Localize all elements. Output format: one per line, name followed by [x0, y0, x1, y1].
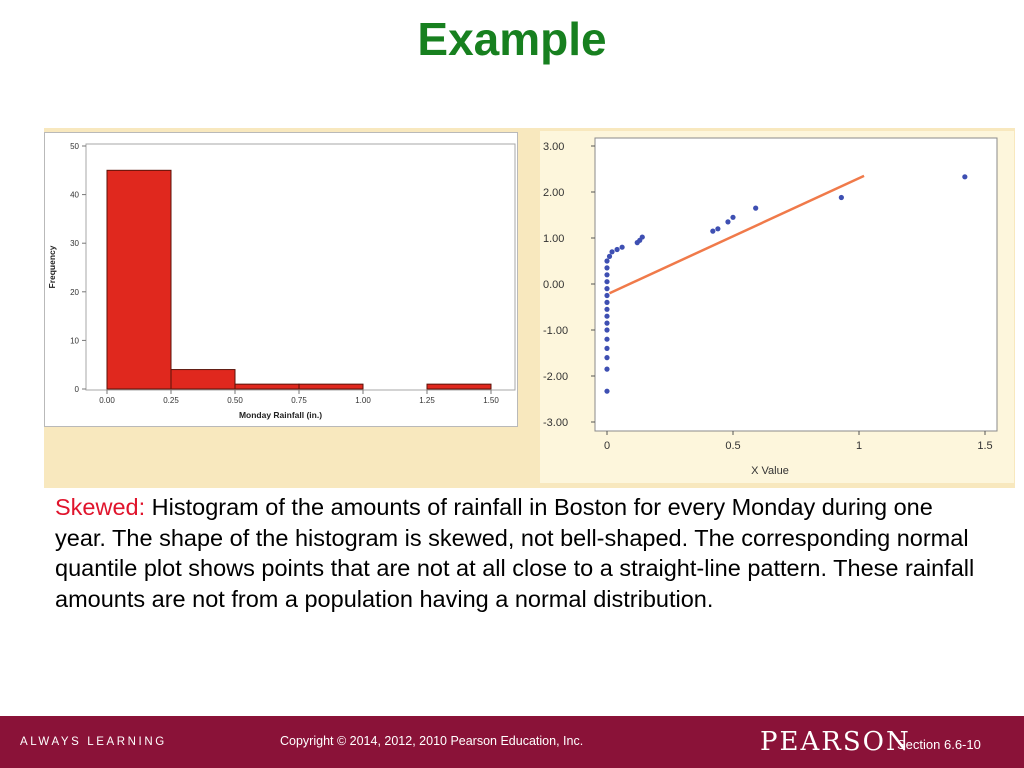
qq-data-point	[614, 247, 619, 252]
footer-copyright: Copyright © 2014, 2012, 2010 Pearson Education, Inc.	[280, 734, 584, 748]
histogram-bar	[235, 384, 299, 389]
qq-data-point	[609, 249, 614, 254]
histogram-x-axis-label: Monday Rainfall (in.)	[238, 410, 323, 420]
qq-data-point	[604, 265, 609, 270]
qq-data-point	[730, 215, 735, 220]
qq-data-point	[604, 314, 609, 319]
histogram-bar	[107, 170, 171, 389]
qq-data-point	[604, 321, 609, 326]
histogram-y-tick-label: 20	[70, 287, 79, 297]
histogram-bar	[427, 384, 491, 389]
qq-data-point	[715, 226, 720, 231]
qq-data-point	[962, 174, 967, 179]
qq-data-point	[604, 389, 609, 394]
qq-data-point	[604, 307, 609, 312]
qq-data-point	[604, 346, 609, 351]
histogram-y-tick-label: 50	[70, 142, 79, 151]
qq-data-point	[604, 258, 609, 263]
normal-quantile-plot	[540, 131, 1014, 483]
qq-data-point	[753, 206, 758, 211]
histogram-x-tick-label: 1.00	[355, 396, 371, 405]
qq-y-tick-label: 2.00	[543, 187, 565, 199]
qq-data-point	[604, 272, 609, 277]
qq-data-point	[725, 219, 730, 224]
histogram-y-tick-label: 10	[70, 336, 79, 346]
qq-x-axis-label: X Value	[751, 465, 789, 477]
caption-body: Histogram of the amounts of rainfall in Boston for every Monday during one year. The shape of the histogram is skewed, not bell-shaped. The corresponding normal quantile plot shows points that are not at all close to a straight-line pattern. These rainfall amounts are not from a population having a normal distribution.	[55, 494, 975, 612]
qq-data-point	[839, 195, 844, 200]
qq-y-tick-label: 1.00	[543, 233, 565, 245]
caption-lead: Skewed:	[55, 494, 146, 520]
histogram-x-tick-label: 1.50	[483, 396, 499, 405]
histogram-x-tick-label: 0.50	[227, 396, 243, 405]
qq-y-tick-label: 0.00	[543, 279, 565, 291]
histogram-x-tick-label: 1.25	[419, 396, 435, 405]
qq-y-tick-label: 3.00	[543, 141, 565, 153]
qq-data-point	[604, 300, 609, 305]
qq-data-point	[604, 337, 609, 342]
qq-data-point	[640, 234, 645, 239]
histogram-bar	[299, 384, 363, 389]
qq-data-point	[710, 229, 715, 234]
histogram-x-tick-label: 0.75	[291, 396, 307, 405]
histogram-y-tick-label: 0	[74, 385, 79, 394]
qq-data-point	[604, 286, 609, 291]
qq-plot-area	[595, 138, 997, 431]
qq-x-tick-label: 0.5	[725, 440, 741, 452]
qq-data-point	[604, 367, 609, 372]
footer-section-number: Section 6.6-10	[897, 737, 981, 752]
qq-y-tick-label: -3.00	[543, 417, 569, 429]
qq-x-tick-label: 1.5	[977, 440, 993, 452]
histogram-x-tick-label: 0.25	[163, 396, 179, 405]
qq-x-tick-label: 0	[603, 440, 611, 452]
histogram-bar	[171, 370, 235, 389]
footer-tagline: ALWAYS LEARNING	[20, 736, 167, 748]
histogram-y-tick-label: 40	[70, 190, 79, 200]
qq-data-point	[604, 279, 609, 284]
qq-data-point	[604, 293, 609, 298]
caption	[55, 492, 985, 614]
qq-y-tick-label: -1.00	[543, 325, 569, 337]
qq-data-point	[604, 355, 609, 360]
qq-y-tick-label: -2.00	[543, 371, 569, 383]
histogram-panel	[44, 132, 518, 427]
qq-data-point	[604, 327, 609, 332]
histogram-y-tick-label: 30	[70, 239, 79, 249]
qq-x-tick-label: 1	[855, 440, 863, 452]
qq-data-point	[620, 245, 625, 250]
histogram-y-axis-label: Frequency	[47, 245, 57, 289]
pearson-logo: PEARSON	[760, 727, 911, 757]
quantile-plot-panel	[540, 131, 1014, 483]
footer-bar	[0, 716, 1024, 768]
qq-data-point	[607, 254, 612, 259]
slide-title: Example	[417, 13, 607, 65]
histogram-chart	[45, 133, 517, 426]
histogram-x-tick-label: 0.00	[99, 396, 115, 405]
